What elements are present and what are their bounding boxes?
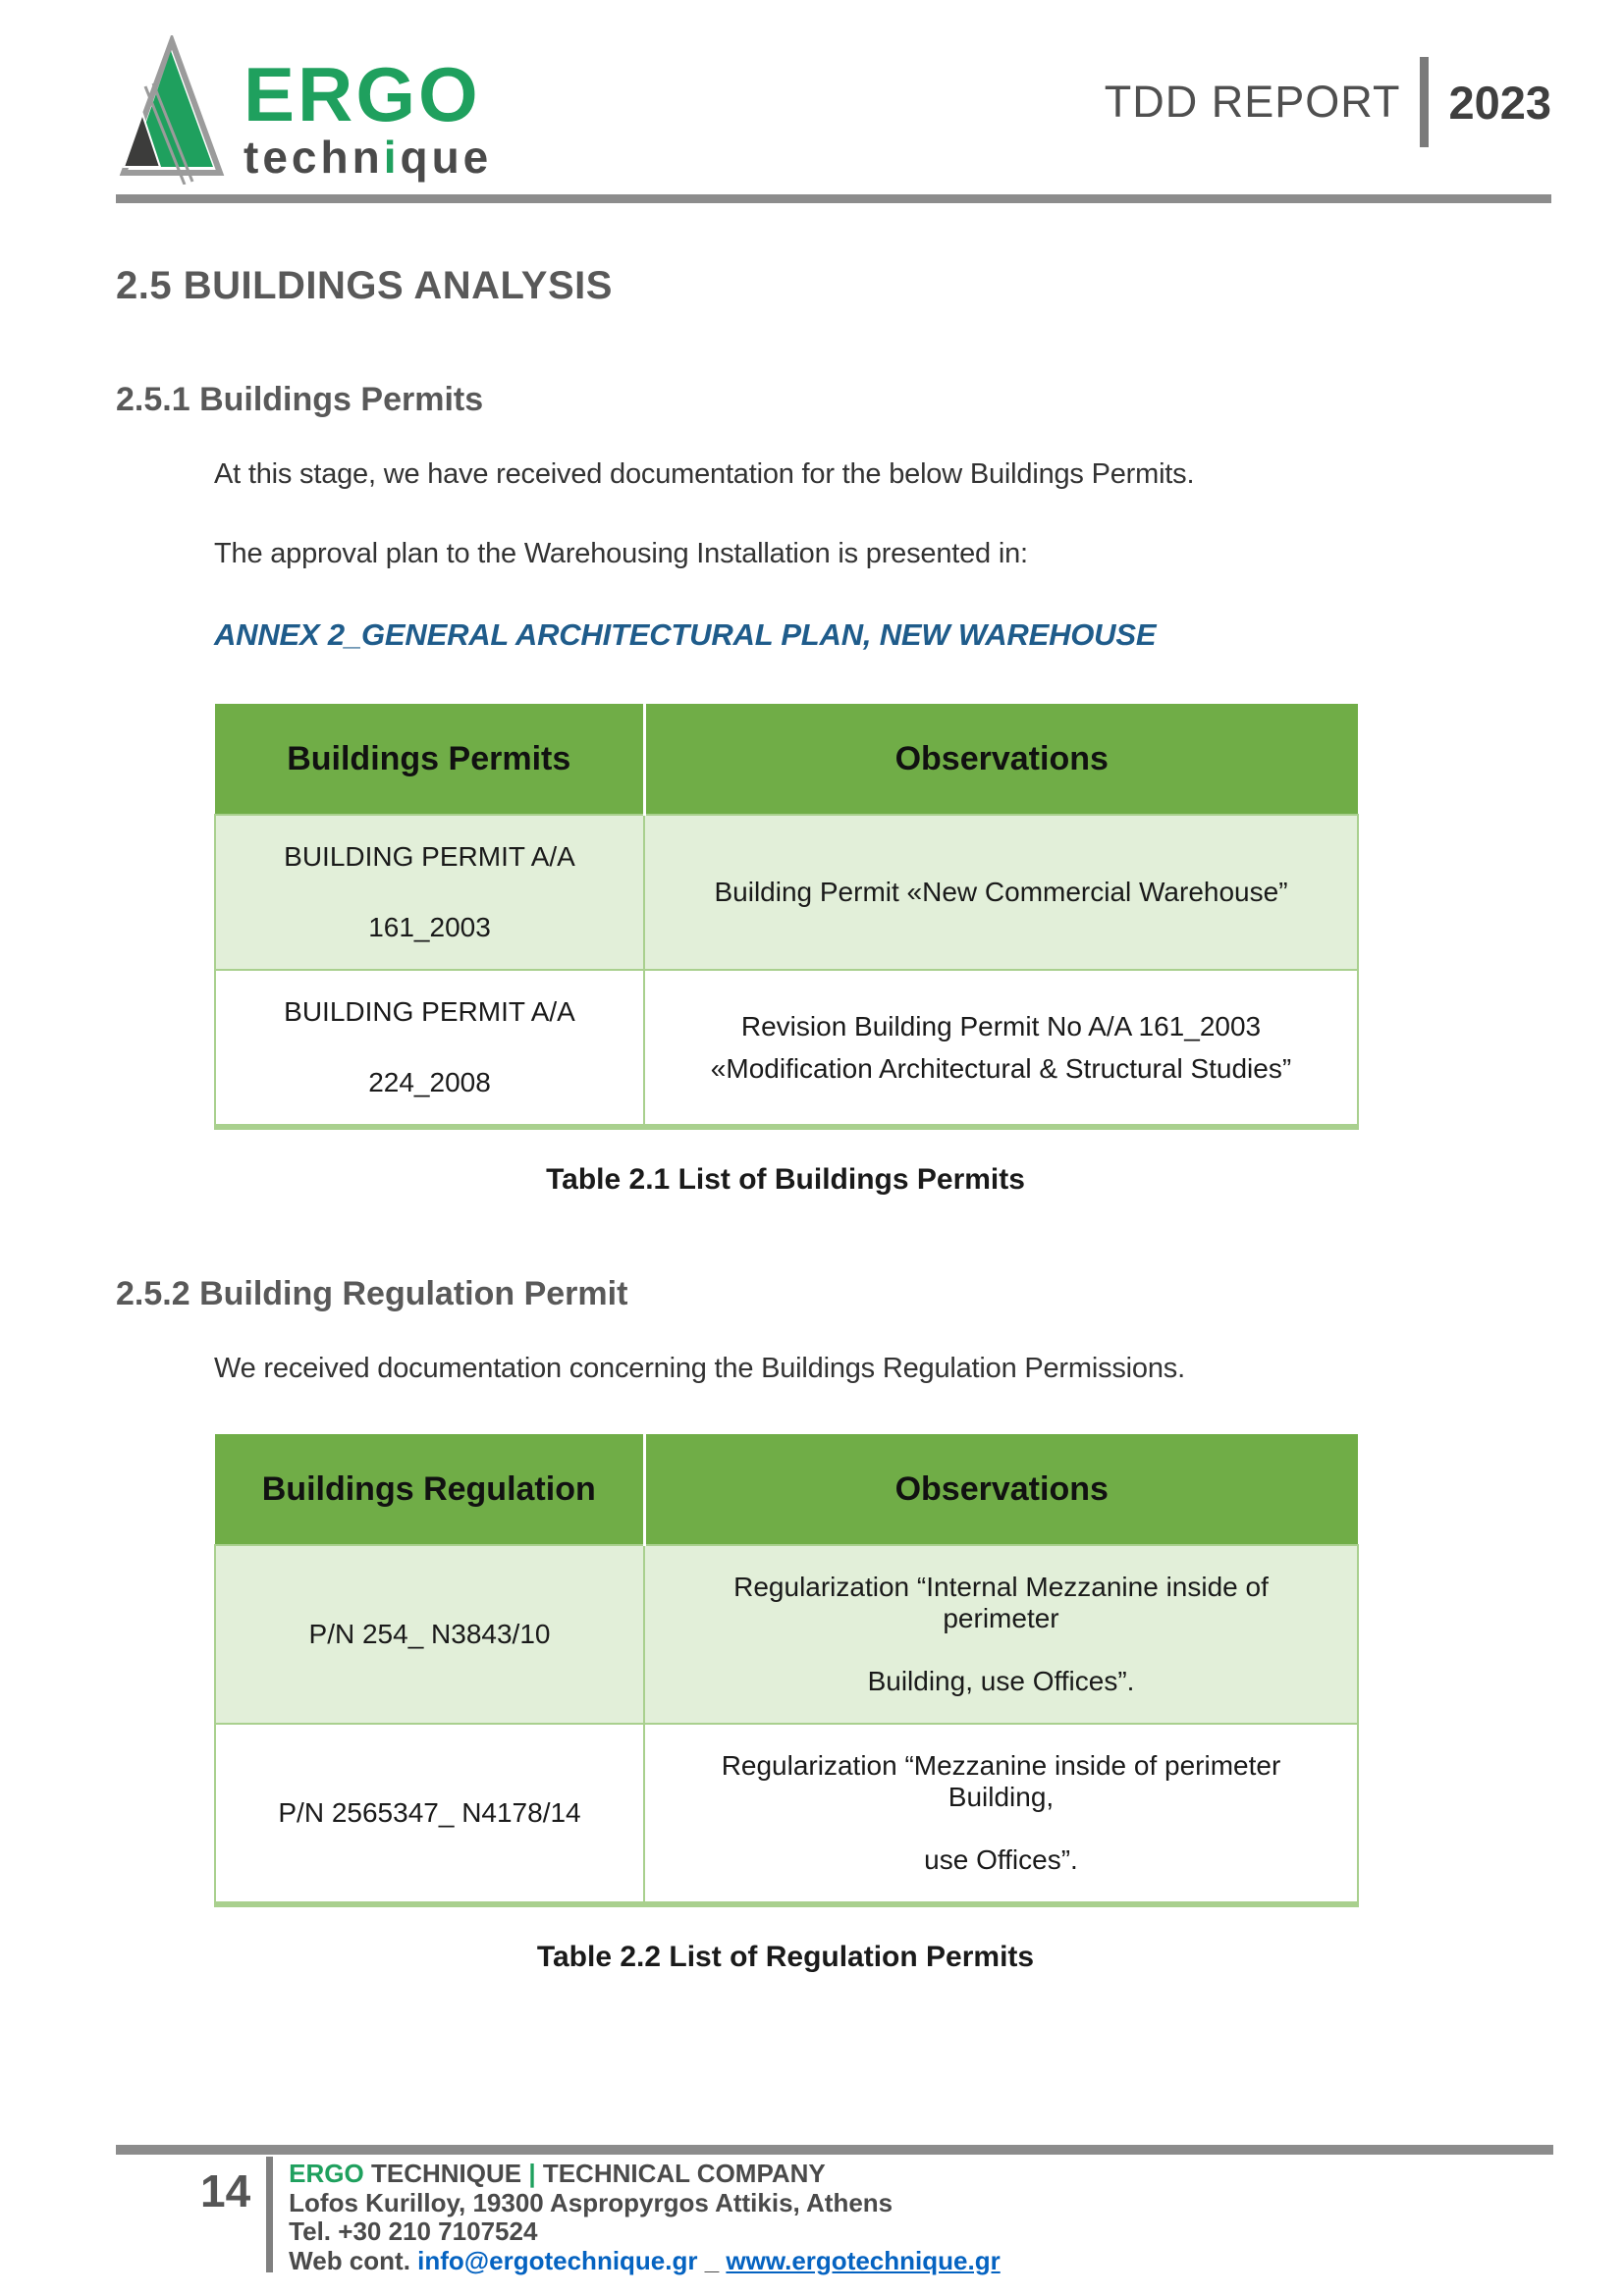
column-header-regulation: Buildings Regulation <box>215 1434 644 1545</box>
report-title: TDD REPORT <box>1104 77 1401 127</box>
column-header-observations: Observations <box>644 1434 1358 1545</box>
regulation-name-cell: P/N 254_ N3843/10 <box>215 1545 644 1724</box>
subsection-title-regulation: 2.5.2 Building Regulation Permit <box>116 1275 628 1312</box>
logo-wordmark <box>244 51 493 189</box>
footer-divider-bar <box>266 2157 273 2272</box>
observation-cell: Revision Building Permit No A/A 161_2003 «Modification Architectural & Structural Studies” <box>644 970 1358 1127</box>
logo-triangle-icon <box>116 35 234 189</box>
company-logo <box>116 35 492 189</box>
table-row <box>215 815 1358 970</box>
table-caption: Table 2.2 List of Regulation Permits <box>536 1941 1035 1973</box>
paragraph-permits-1: At this stage, we have received documentation for the below Buildings Permits. <box>214 458 1195 490</box>
table-row <box>215 1724 1358 1904</box>
paragraph-permits-2: The approval plan to the Warehousing Installation is presented in: <box>214 538 1028 569</box>
permit-name-cell: BUILDING PERMIT A/A 161_2003 <box>215 815 644 970</box>
table-caption: Table 2.1 List of Buildings Permits <box>546 1163 1025 1196</box>
header-divider-bar <box>1420 57 1429 147</box>
footer-web-line: Web cont. info@ergotechnique.gr _ www.ergotechnique.gr <box>289 2245 1001 2275</box>
section-title: 2.5 BUILDINGS ANALYSIS <box>116 264 613 307</box>
footer-address: Lofos Kurilloy, 19300 Aspropyrgos Attikis, Athens <box>289 2187 893 2217</box>
subsection-title-permits: 2.5.1 Buildings Permits <box>116 381 484 418</box>
logo-technique-text: technique <box>244 132 493 183</box>
footer-rule <box>116 2145 1553 2155</box>
report-title-block <box>1105 57 1551 147</box>
logo-ergo-text: ERGO <box>244 51 481 137</box>
footer-telephone: Tel. +30 210 7107524 <box>289 2216 538 2246</box>
email-link[interactable]: info@ergotechnique.gr <box>417 2245 698 2275</box>
observation-cell: Building Permit «New Commercial Warehouse” <box>644 815 1358 970</box>
table-header-row <box>215 704 1358 815</box>
footer-company-line: ERGO TECHNIQUE | TECHNICAL COMPANY <box>289 2159 826 2188</box>
footer-contact-block <box>289 2157 1001 2275</box>
website-link[interactable]: www.ergotechnique.gr <box>726 2245 1001 2275</box>
column-header-permits: Buildings Permits <box>215 704 644 815</box>
buildings-regulation-table <box>214 1434 1359 1907</box>
page-footer <box>116 2145 1553 2275</box>
column-header-observations: Observations <box>644 704 1358 815</box>
buildings-permits-table <box>214 704 1359 1130</box>
paragraph-regulation-1: We received documentation concerning the Buildings Regulation Permissions. <box>214 1353 1185 1384</box>
annex-reference: ANNEX 2_GENERAL ARCHITECTURAL PLAN, NEW WAREHOUSE <box>214 617 1157 652</box>
regulation-name-cell: P/N 2565347_ N4178/14 <box>215 1724 644 1904</box>
header-rule <box>116 194 1551 203</box>
page-header <box>0 0 1624 194</box>
table-row <box>215 1545 1358 1724</box>
report-year: 2023 <box>1448 76 1551 129</box>
page-number: 14 <box>200 2165 251 2216</box>
table-header-row <box>215 1434 1358 1545</box>
table-row <box>215 970 1358 1127</box>
observation-cell: Regularization “Internal Mezzanine inside of perimeter Building, use Offices”. <box>644 1545 1358 1724</box>
observation-cell: Regularization “Mezzanine inside of perimeter Building, use Offices”. <box>644 1724 1358 1904</box>
permit-name-cell: BUILDING PERMIT A/A 224_2008 <box>215 970 644 1127</box>
